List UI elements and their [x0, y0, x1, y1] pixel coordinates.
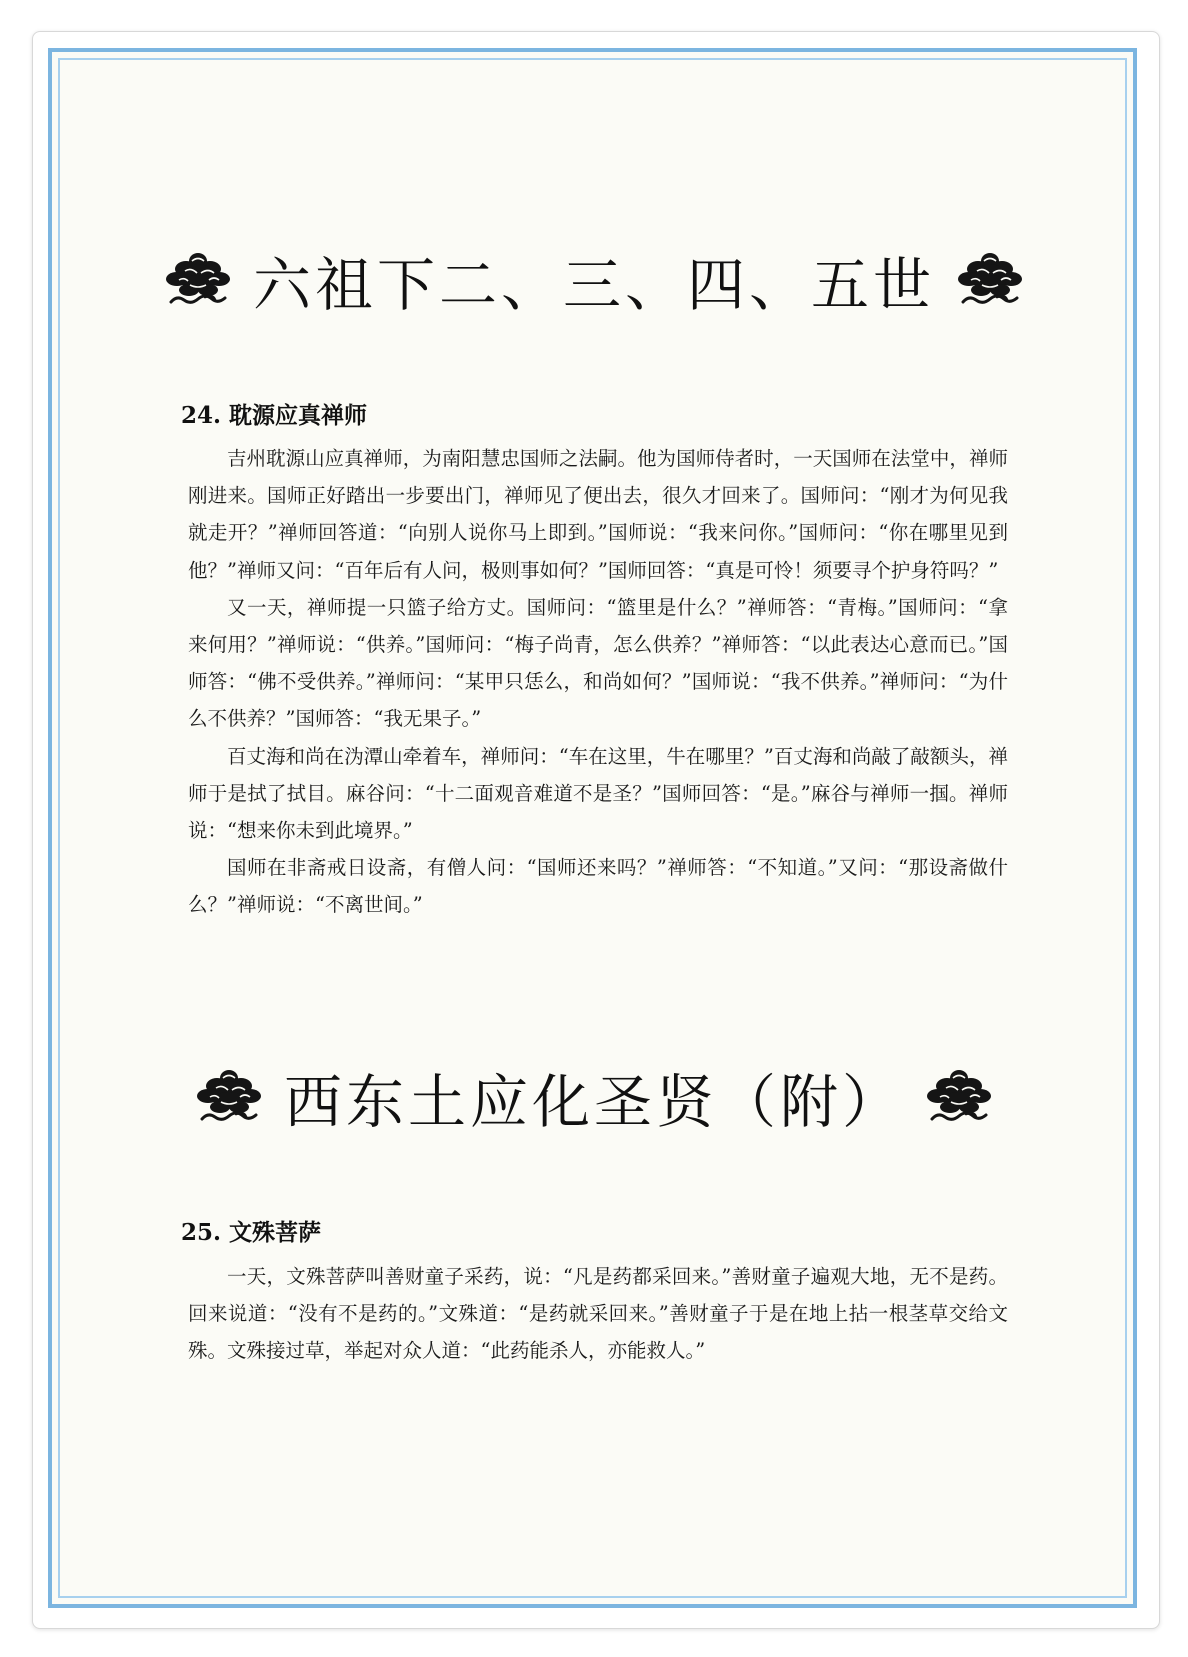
- section-number: 25.: [181, 1219, 222, 1246]
- section-number: 24.: [181, 402, 222, 429]
- section-name: 文殊菩萨: [229, 1219, 322, 1246]
- heading-title: 西东土应化圣贤（附）: [283, 1068, 904, 1136]
- section-body: [188, 440, 1008, 924]
- auspicious-cloud-icon: [926, 1064, 992, 1130]
- paragraph: 又一天，禅师提一只篮子给方丈。国师问：“篮里是什么？”禅师答：“青梅。”国师问：“拿来何用？”禅师说：“供养。”国师问：“梅子尚青，怎么供养？”禅师答：“以此表达心意而已。”国师答：“佛不受供养。”禅师问：“某甲只恁么，和尚如何？”国师说：“我不供养。”禅师问：“为什么不供养？”国师答：“我无果子。”: [188, 595, 1008, 731]
- heading-title: 六祖下二、三、四、五世: [252, 251, 935, 319]
- paragraph: 吉州耽源山应真禅师，为南阳慧忠国师之法嗣。他为国师侍者时，一天国师在法堂中，禅师刚进来。国师正好踏出一步要出门，禅师见了便出去，很久才回来了。国师问：“刚才为何见我就走开？”禅师回答道：“向别人说你马上即到。”国师说：“我来问你。”国师问：“你在哪里见到他？”禅师又问：“百年后有人问，极则事如何？”国师回答：“真是可怜！须要寻个护身符吗？”: [188, 447, 1008, 582]
- auspicious-cloud-icon: [165, 247, 231, 313]
- section-title: [181, 1214, 321, 1247]
- section-heading-1: [0, 238, 1188, 322]
- section-heading-2: [0, 1055, 1188, 1139]
- paragraph: 国师在非斋戒日设斋，有僧人问：“国师还来吗？”禅师答：“不知道。”又问：“那设斋做什么？”禅师说：“不离世间。”: [188, 856, 1008, 917]
- paragraph: 百丈海和尚在沩潭山牵着车，禅师问：“车在这里，牛在哪里？”百丈海和尚敲了敲额头，禅师于是拭了拭目。麻谷问：“十二面观音难道不是圣？”国师回答：“是。”麻谷与禅师一掴。禅师说：“想来你未到此境界。”: [188, 744, 1008, 843]
- section-title: [181, 397, 367, 430]
- section-name: 耽源应真禅师: [229, 402, 368, 429]
- section-body: [188, 1258, 1008, 1370]
- auspicious-cloud-icon: [196, 1064, 262, 1130]
- auspicious-cloud-icon: [957, 247, 1023, 313]
- paragraph: 一天，文殊菩萨叫善财童子采药，说：“凡是药都采回来。”善财童子遍观大地，无不是药。回来说道：“没有不是药的。”文殊道：“是药就采回来。”善财童子于是在地上拈一根茎草交给文殊。文殊接过草，举起对众人道：“此药能杀人，亦能救人。”: [188, 1265, 1008, 1363]
